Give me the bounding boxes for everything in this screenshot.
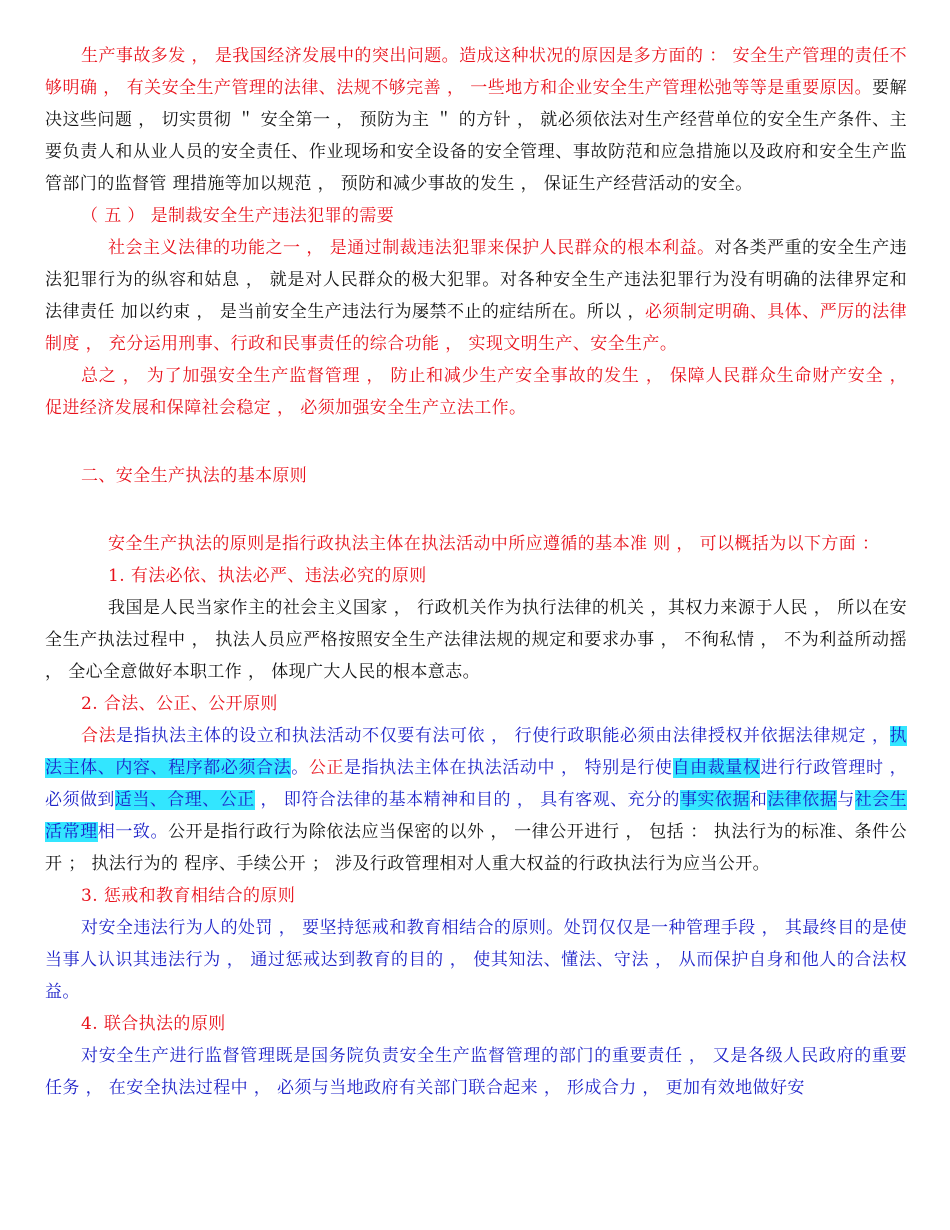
- highlight-text: 自由裁量权: [672, 758, 761, 778]
- text-red: 社会主义法律的功能之一 ， 是通过制裁违法犯罪来保护人民群众的根本利益。: [108, 238, 715, 258]
- text-red: 合法: [81, 726, 117, 746]
- text-blue: 是指执法主体的设立和执法活动不仅要有法可依 ， 行使行政职能必须由法律授权并依据法律规定 ，: [116, 726, 890, 746]
- text-blue: 进行行政管理时 ， 必须做到: [45, 758, 907, 810]
- principle-1-body: 我国是人民当家作主的社会主义国家 ， 行政机关作为执行法律的机关 ，其权力来源于人民 ， 所以在安全生产执法过程中 ， 执法人员应严格按照安全生产法律法规的规定和要求办事 ， 不徇私情 ， 不为利益所动摇 ， 全心全意做好本职工作 ， 体现广大人民的根本意志。: [45, 598, 907, 682]
- paragraph-intro: 安全生产执法的原则是指行政执法主体在执法活动中所应遵循的基本准 则 ， 可以概括为以下方面 ：: [108, 534, 880, 554]
- text-blue: 和: [749, 790, 768, 810]
- highlight-text: 法律依据: [767, 790, 838, 810]
- text-red: 生产事故多发 ， 是我国经济发展中的突出问题。造成这种状况的原因是多方面的 ： 安全生产管理的责任不够明确 ， 有关安全生产管理的法律、法规不够完善 ， 一些地方和企业安全生产管理松弛等等是重要原因。: [45, 46, 907, 98]
- paragraph-sanction: [45, 232, 907, 360]
- principle-4-title: 4. 联合执法的原则: [81, 1014, 226, 1034]
- text-red: 必须制定明确、具体、严厉的法律制度 ， 充分运用刑事、行政和民事责任的综合功能 ， 实现文明生产、安全生产。: [45, 302, 907, 354]
- highlight-text: 事实依据: [679, 790, 750, 810]
- text-blue: 是指执法主体在执法活动中 ， 特别是行使: [344, 758, 673, 778]
- text-blue: ， 即符合法律的基本精神和目的 ， 具有客观、充分的: [254, 790, 680, 810]
- principle-3-body: 对安全违法行为人的处罚 ， 要坚持惩戒和教育相结合的原则。处罚仅仅是一种管理手段 ， 其最终目的是使当事人认识其违法行为 ， 通过惩戒达到教育的目的 ， 使其知法、懂法、守法 ， 从而保护自身和他人的合法权益。: [45, 918, 907, 1002]
- paragraph-summary: 总之 ， 为了加强安全生产监督管理 ， 防止和减少生产安全事故的发生 ， 保障人民群众生命财产安全 ， 促进经济发展和保障社会稳定 ， 必须加强安全生产立法工作。: [45, 366, 907, 418]
- principle-3-title: 3. 惩戒和教育相结合的原则: [81, 886, 296, 906]
- spacer: [45, 424, 907, 460]
- section-title: 二、安全生产执法的基本原则: [81, 466, 308, 486]
- text-black: 公开是指行政行为除依法应当保密的以外 ， 一律公开进行 ， 包括 ： 执法行为的标准、条件公开 ； 执法行为的 程序、手续公开 ； 涉及行政管理相对人重大权益的行政执法行为应当公开。: [45, 822, 907, 874]
- text-red: 公正: [308, 758, 344, 778]
- paragraph-accident-causes: [45, 40, 907, 200]
- text-black: 要解决这些问题 ， 切实贯彻 ＂ 安全第一 ， 预防为主 ＂ 的方针 ， 就必须依法对生产经营单位的安全生产条件、主要负责人和从业人员的安全责任、作业现场和安全设备的安全管理、事故防范和应急措施以及政府和安全生产监管部门的监督管 理措施等加以规范 ， 预防和减少事故的发生 ， 保证生产经营活动的安全。: [45, 78, 907, 194]
- text-blue: 与: [837, 790, 855, 810]
- heading-five: （ 五 ） 是制裁安全生产违法犯罪的需要: [81, 206, 395, 226]
- principle-4-body: 对安全生产进行监督管理既是国务院负责安全生产监督管理的部门的重要责任 ， 又是各级人民政府的重要任务 ， 在安全执法过程中 ， 必须与当地政府有关部门联合起来 ， 形成合力 ， 更加有效地做好安: [45, 1046, 907, 1098]
- principle-1-title: 1. 有法必依、执法必严、违法必究的原则: [108, 566, 427, 586]
- principle-2-body: [45, 720, 907, 880]
- document-page: [45, 40, 907, 1104]
- highlight-text: 社会生活常理: [45, 790, 908, 842]
- text-blue: 。: [291, 758, 309, 778]
- text-black: 对各类严重的安全生产违法犯罪行为的纵容和姑息 ， 就是对人民群众的极大犯罪。对各种安全生产违法犯罪行为没有明确的法律界定和法律责任 加以约束 ， 是当前安全生产违法行为屡禁不止的症结所在。所以 ，: [45, 238, 907, 322]
- principle-2-title: 2. 合法、公正、公开原则: [81, 694, 278, 714]
- text-blue: 相一致。: [97, 822, 169, 842]
- highlight-text: 适当、合理、公正: [114, 790, 255, 810]
- spacer: [45, 492, 907, 528]
- highlight-text: 执法主体、内容、程序都必须合法: [45, 726, 907, 778]
